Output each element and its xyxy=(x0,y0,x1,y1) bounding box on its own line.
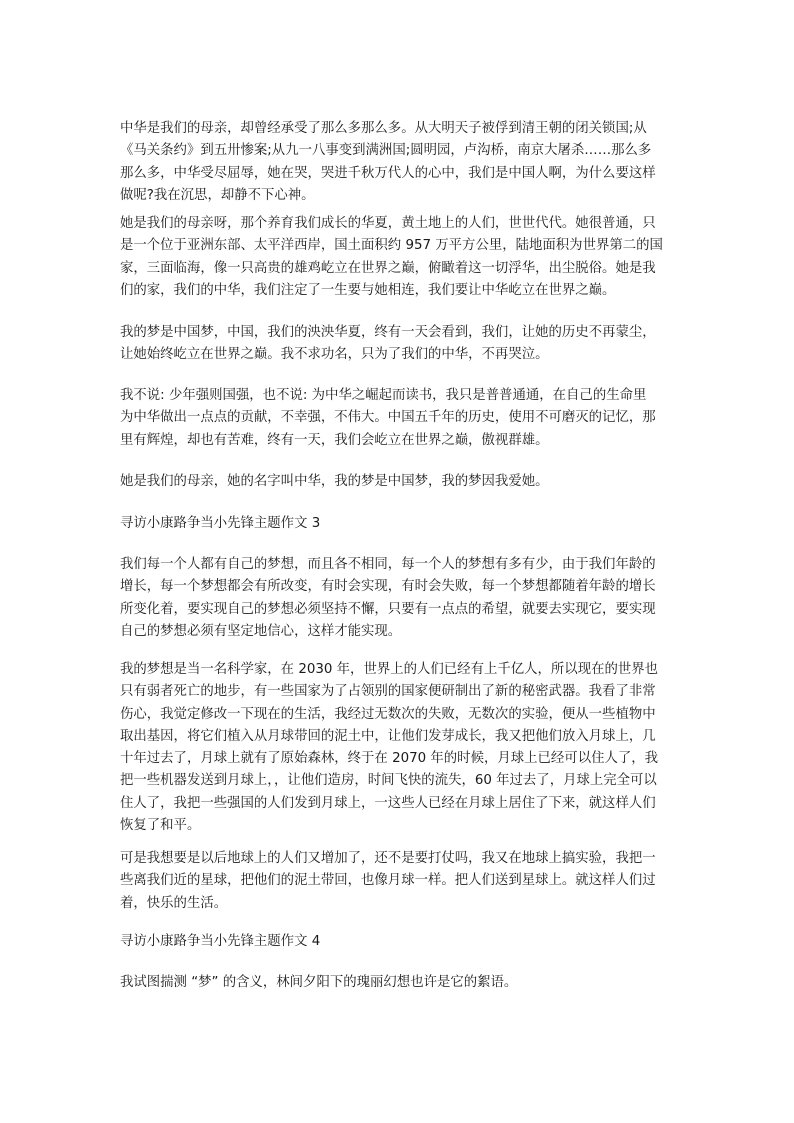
text-line: 我的梦想是当一名科学家，在 2030 年，世界上的人们已经有上千亿人，所以现在的世界也 xyxy=(120,662,659,677)
text-line: 中华是我们的母亲，却曾经承受了那么多那么多。从大明天子被俘到清王朝的闭关锁国;从 xyxy=(120,121,647,136)
text-line: 把一些机器发送到月球上，，让他们造房，时间飞快的流失，60 年过去了，月球上完全可以 xyxy=(120,773,657,789)
paragraph xyxy=(120,213,680,302)
paragraph xyxy=(120,554,680,643)
heading-text: 寻访小康路争当小先锋主题作文 4 xyxy=(120,934,321,949)
paragraph xyxy=(120,848,680,915)
text-line: 们的家，我们的中华，我们注定了一生要与她相连，我们要让中华屹立在世界之巅。 xyxy=(120,282,616,298)
text-line: 我试图揣测 “梦” 的含义，林间夕阳下的瑰丽幻想也许是它的絮语。 xyxy=(120,975,518,990)
text-line: 自己的梦想必须有坚定地信心，这样才能实现。 xyxy=(120,623,402,639)
text-line: 取出基因，将它们植入从月球带回的泥土中，让他们发芽成长，我又把他们放入月球上，几 xyxy=(120,728,656,744)
section-heading xyxy=(120,513,680,535)
text-line: 她是我们的母亲，她的名字叫中华，我的梦是中国梦，我的梦因我爱她。 xyxy=(120,474,549,489)
paragraph xyxy=(120,385,680,452)
paragraph xyxy=(120,118,680,207)
text-line: 让她始终屹立在世界之巅。我不求功名，只为了我们的中华，不再哭泣。 xyxy=(120,347,549,363)
text-line: 可是我想要是以后地球上的人们又增加了，还不是要打仗吗，我又在地球上搞实验，我把一 xyxy=(120,851,656,866)
text-line: 只有弱者死亡的地步，有一些国家为了占领别的国家便研制出了新的秘密武器。我看了非常 xyxy=(120,684,656,700)
text-line: 着，快乐的生活。 xyxy=(120,895,228,911)
text-line: 她是我们的母亲呀，那个养育我们成长的华夏，黄土地上的人们，世世代代。她很普通，只 xyxy=(120,216,656,231)
text-line: 里有辉煌，却也有苦难，终有一天，我们会屹立在世界之巅，傲视群雄。 xyxy=(120,432,549,448)
text-line: 我们每一个人都有自己的梦想，而且各不相同，每一个人的梦想有多有少，由于我们年龄的 xyxy=(120,557,656,572)
text-line: 为中华做出一点点的贡献，不幸强，不伟大。中国五千年的历史，使用不可磨灭的记忆，那 xyxy=(120,410,656,426)
paragraph xyxy=(120,972,680,994)
text-line: 是一个位于亚洲东部、太平洋西岸，国土面积约 957 万平方公里，陆地面积为世界第二的国 xyxy=(120,238,663,254)
text-line: 我不说: 少年强则国强，也不说: 为中华之崛起而读书，我只是普普通通，在自己的生命里 xyxy=(120,388,647,403)
text-line: 住人了，我把一些强国的人们发到月球上，一这些人已经在月球上居住了下来，就这样人们 xyxy=(120,795,656,811)
paragraph xyxy=(120,471,680,493)
text-line: 我的梦是中国梦，中国，我们的泱泱华夏，终有一天会看到，我们，让她的历史不再蒙尘， xyxy=(120,325,656,340)
text-line: 做呢?我在沉思，却静不下心神。 xyxy=(120,187,315,203)
text-line: 所变化着，要实现自己的梦想必须坚持不懈，只要有一点点的希望，就要去实现它，要实现 xyxy=(120,601,656,617)
text-line: 十年过去了，月球上就有了原始森林，终于在 2070 年的时候，月球上已经可以住人了，我 xyxy=(120,751,659,767)
heading-text: 寻访小康路争当小先锋主题作文 3 xyxy=(120,516,321,531)
paragraph xyxy=(120,322,680,367)
text-line: 恢复了和平。 xyxy=(120,818,201,834)
text-line: 那么多，中华受尽屈辱，她在哭，哭进千秋万代人的心中，我们是中国人啊，为什么要这样 xyxy=(120,165,656,181)
text-line: 《马关条约》到五卅惨案;从九一八事变到满洲国;圆明园，卢沟桥，南京大屠杀……那么多 xyxy=(120,143,652,159)
text-line: 伤心，我觉定修改一下现在的生活，我经过无数次的失败，无数次的实验，便从一些植物中 xyxy=(120,706,656,722)
text-line: 家，三面临海，像一只高贵的雄鸡屹立在世界之巅，俯瞰着这一切浮华，出尘脱俗。她是我 xyxy=(120,260,656,276)
text-line: 些离我们近的星球，把他们的泥土带回，也像月球一样。把人们送到星球上。就这样人们过 xyxy=(120,873,656,889)
paragraph xyxy=(120,659,680,837)
section-heading xyxy=(120,931,680,953)
text-line: 增长，每一个梦想都会有所改变，有时会实现，有时会失败，每一个梦想都随着年龄的增长 xyxy=(120,579,656,595)
